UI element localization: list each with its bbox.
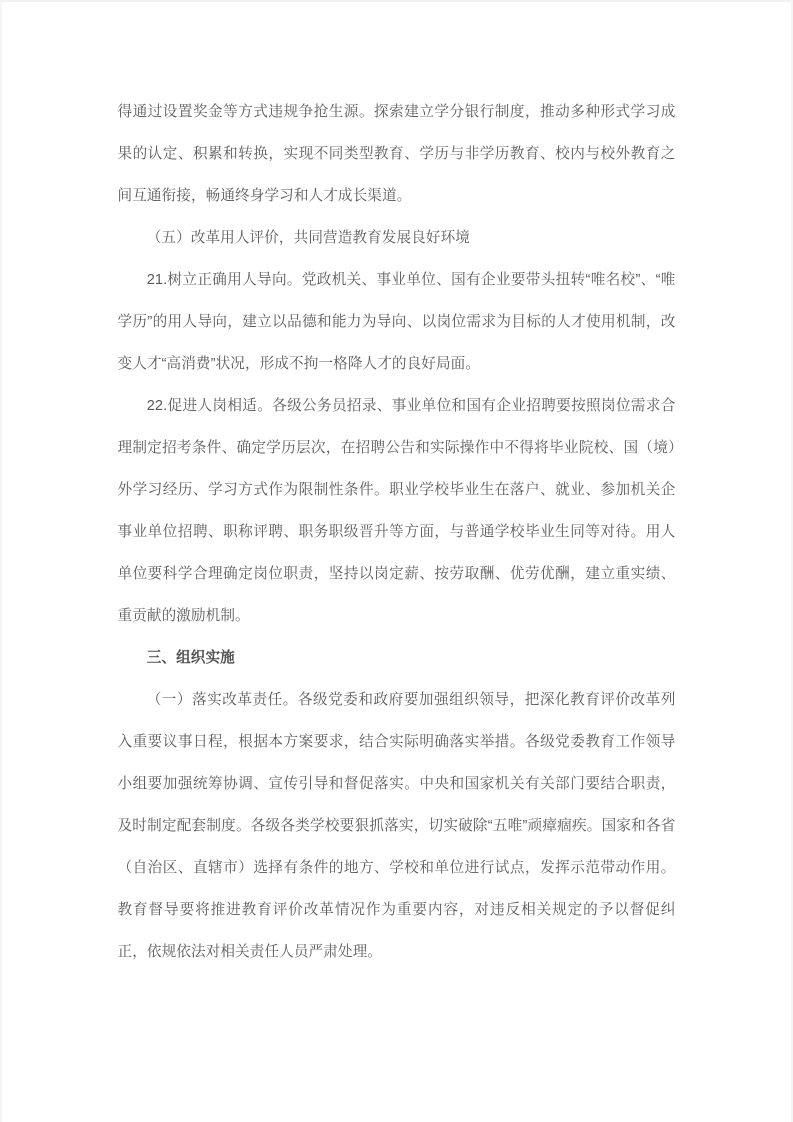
- numbered-paragraph-21: 21.树立正确用人导向。党政机关、事业单位、国有企业要带头扭转“唯名校”、“唯学历”的用人导向，建立以品德和能力为导向、以岗位需求为目标的人才使用机制，改变人才“高消费”状况，形成不拘一格降人才的良好局面。: [117, 272, 676, 372]
- sub-heading-section-5: （五）改革用人评价，共同营造教育发展良好环境: [146, 230, 470, 246]
- body-paragraph-continuation: 得通过设置奖金等方式违规争抢生源。探索建立学分银行制度，推动多种形式学习成果的认定、积累和转换，实现不同类型教育、学历与非学历教育、校内与校外教育之间互通衔接，畅通终身学习和人才成长渠道。: [117, 104, 676, 204]
- document-text-column: [118, 2, 676, 973]
- section-heading-3: 三、组织实施: [146, 650, 235, 666]
- body-paragraph-implementation: （一）落实改革责任。各级党委和政府要加强组织领导，把深化教育评价改革列入重要议事日程，根据本方案要求，结合实际明确落实举措。各级党委教育工作领导小组要加强统筹协调、宣传引导和督促落实。中央和国家机关有关部门要结合职责，及时制定配套制度。各级各类学校要狠抓落实，切实破除“五唯”顽瘴痼疾。国家和各省（自治区、直辖市）选择有条件的地方、学校和单位进行试点，发挥示范带动作用。教育督导要将推进教育评价改革情况作为重要内容，对违反相关规定的予以督促纠正，依规依法对相关责任人员严肃处理。: [117, 692, 676, 960]
- numbered-paragraph-22: 22.促进人岗相适。各级公务员招录、事业单位和国有企业招聘要按照岗位需求合理制定招考条件、确定学历层次，在招聘公告和实际操作中不得将毕业院校、国（境）外学习经历、学习方式作为限制性条件。职业学校毕业生在落户、就业、参加机关企事业单位招聘、职称评聘、职务职级晋升等方面，与普通学校毕业生同等对待。用人单位要科学合理确定岗位职责，坚持以岗定薪、按劳取酬、优劳优酬，建立重实绩、重贡献的激励机制。: [117, 398, 676, 624]
